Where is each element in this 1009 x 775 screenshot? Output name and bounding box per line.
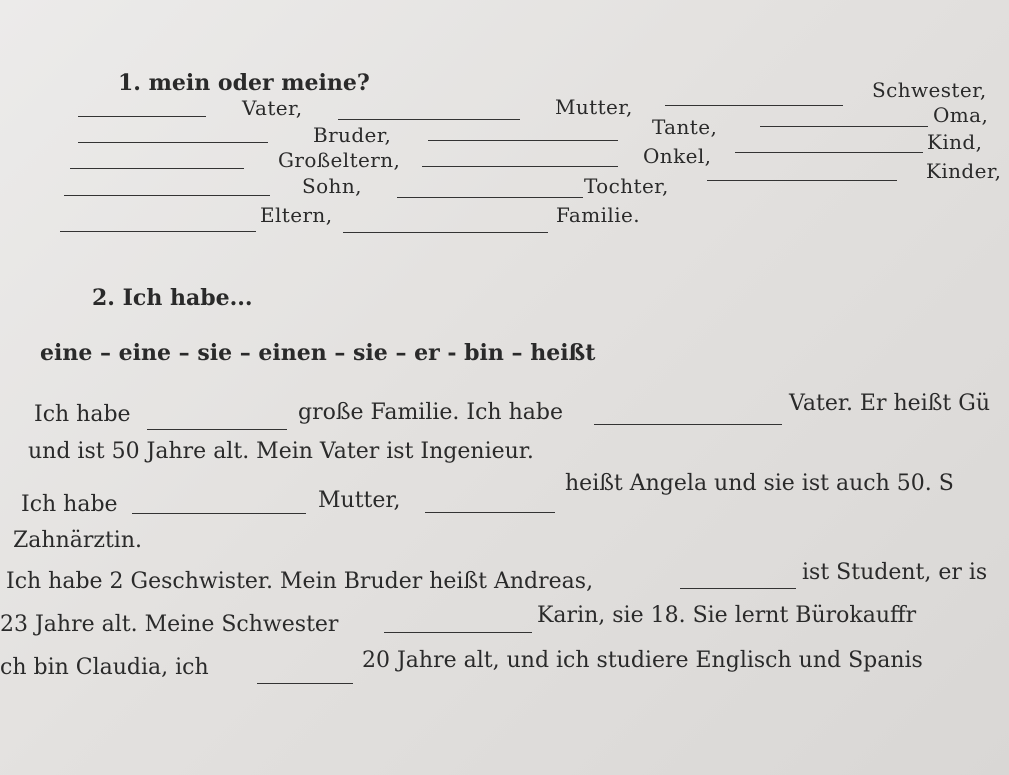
text-segment: und ist 50 Jahre alt. Mein Vater ist Ingenieur. [28,439,534,464]
answer-blank[interactable] [60,231,256,232]
word-bruder: Bruder, [313,123,392,147]
text-segment: ist Student, er is [802,560,988,585]
word-bank: eine – eine – sie – einen – sie – er - bin – heißt [40,340,596,366]
answer-blank[interactable] [425,512,555,513]
text-segment: Zahnärztin. [13,528,143,553]
word-eltern: Eltern, [260,203,333,227]
answer-blank[interactable] [735,152,923,153]
answer-blank[interactable] [70,168,244,169]
text-segment: Ich habe 2 Geschwister. Mein Bruder heißt Andreas, [6,569,594,594]
word-oma: Oma, [933,103,989,127]
text-segment: heißt Angela und sie ist auch 50. S [565,471,954,496]
answer-blank[interactable] [78,142,268,143]
answer-blank[interactable] [343,232,548,233]
word-vater: Vater, [242,96,303,120]
text-segment: Karin, sie 18. Sie lernt Bürokauffr [537,603,917,628]
section1-heading: 1. mein oder meine? [118,70,370,96]
text-segment: Mutter, [318,488,401,513]
text-segment: 23 Jahre alt. Meine Schwester [0,612,339,637]
word-mutter: Mutter, [555,95,633,119]
answer-blank[interactable] [147,429,287,430]
answer-blank[interactable] [64,195,270,196]
answer-blank[interactable] [422,166,618,167]
answer-blank[interactable] [257,683,353,684]
text-segment: ch bin Claudia, ich [0,655,209,680]
word-tochter: Tochter, [584,174,669,198]
answer-blank[interactable] [428,140,618,141]
text-segment: große Familie. Ich habe [298,400,563,425]
word-grosseltern: Großeltern, [278,148,401,172]
text-segment: Ich habe [21,492,118,517]
word-kind: Kind, [927,130,983,154]
answer-blank[interactable] [707,180,897,181]
word-onkel: Onkel, [643,144,712,168]
word-schwester: Schwester, [872,78,987,102]
word-tante: Tante, [652,115,718,139]
section2-heading: 2. Ich habe... [92,285,253,311]
answer-blank[interactable] [338,119,520,120]
answer-blank[interactable] [680,588,796,589]
answer-blank[interactable] [132,513,306,514]
text-segment: 20 Jahre alt, und ich studiere Englisch und Spanis [362,648,923,673]
word-kinder: Kinder, [926,159,1002,183]
answer-blank[interactable] [384,632,532,633]
text-segment: Ich habe [34,402,131,427]
word-sohn: Sohn, [302,174,362,198]
answer-blank[interactable] [760,126,928,127]
answer-blank[interactable] [665,105,843,106]
answer-blank[interactable] [78,116,206,117]
answer-blank[interactable] [397,197,583,198]
text-segment: Vater. Er heißt Gü [789,391,990,416]
word-familie: Familie. [556,203,640,227]
answer-blank[interactable] [594,424,782,425]
